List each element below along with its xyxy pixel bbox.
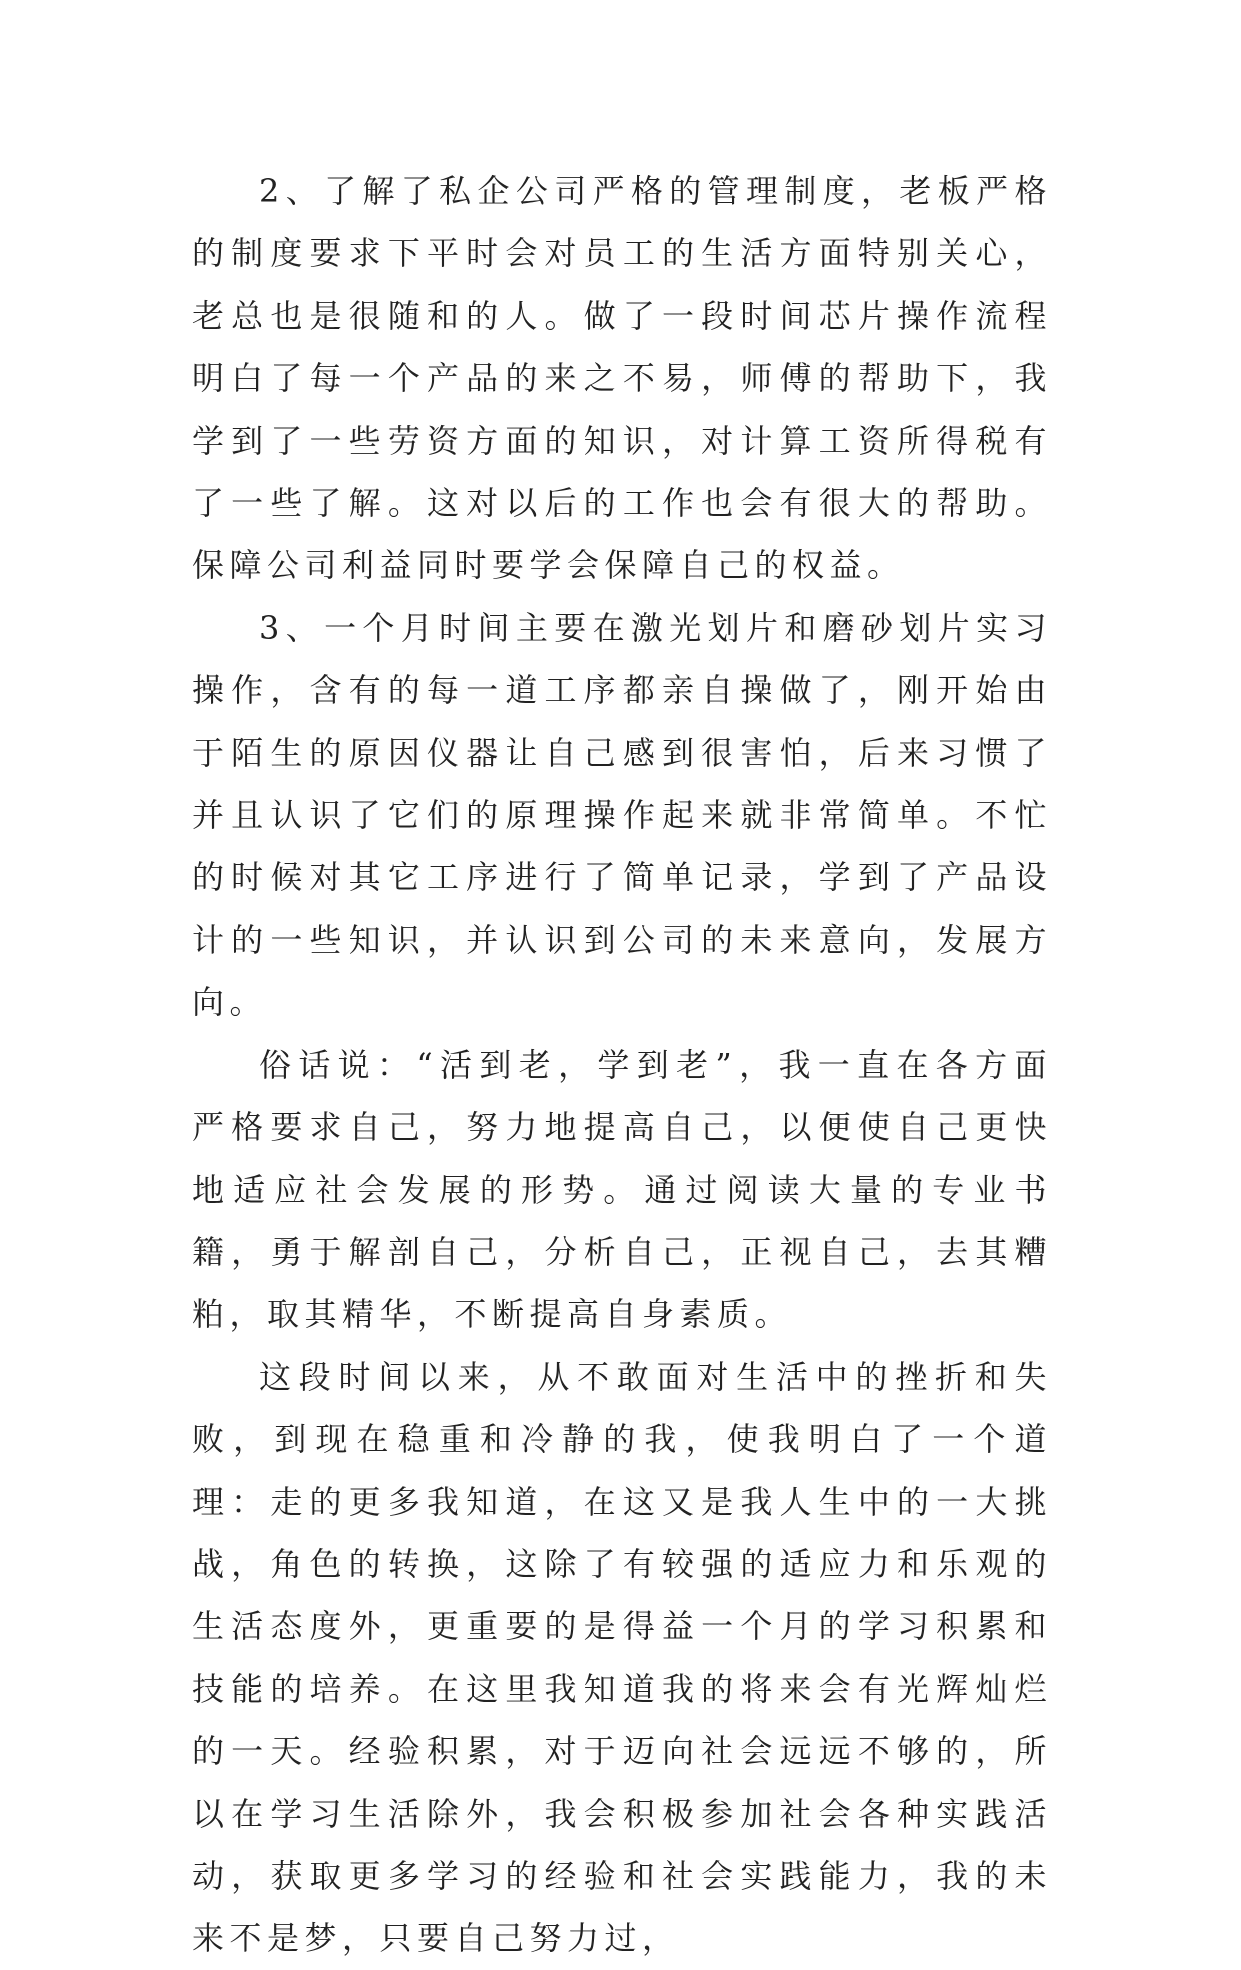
paragraph-proverb: 俗话说：“活到老，学到老”，我一直在各方面严格要求自己，努力地提高自己，以便使自己更快地适应社会发展的形势。通过阅读大量的专业书籍，勇于解剖自己，分析自己，正视自己，去其糟粕，取其精华，不断提高自身素质。 bbox=[192, 1045, 1052, 1334]
paragraph-reflection: 这段时间以来，从不敢面对生活中的挫折和失败，到现在稳重和冷静的我，使我明白了一个道理：走的更多我知道，在这又是我人生中的一大挑战，角色的转换，这除了有较强的适应力和乐观的生活态度外，更重要的是得益一个月的学习积累和技能的培养。在这里我知道我的将来会有光辉灿烂的一天。经验积累，对于迈向社会远远不够的，所以在学习生活除外，我会积极参加社会各种实践活动，获取更多学习的经验和社会实践能力，我的未来不是梦，只要自己努力过， bbox=[192, 1357, 1052, 1958]
document-body bbox=[192, 160, 1052, 1970]
paragraph-2-management: 2、了解了私企公司严格的管理制度，老板严格的制度要求下平时会对员工的生活方面特别关心，老总也是很随和的人。做了一段时间芯片操作流程明白了每一个产品的来之不易，师傅的帮助下，我学到了一些劳资方面的知识，对计算工资所得税有了一些了解。这对以后的工作也会有很大的帮助。保障公司利益同时要学会保障自己的权益。 bbox=[192, 172, 1052, 585]
paragraph-3-operation: 3、一个月时间主要在激光划片和磨砂划片实习操作，含有的每一道工序都亲自操做了，刚开始由于陌生的原因仪器让自己感到很害怕，后来习惯了并且认识了它们的原理操作起来就非常简单。不忙的时候对其它工序进行了简单记录，学到了产品设计的一些知识，并认识到公司的未来意向，发展方向。 bbox=[192, 608, 1052, 1022]
